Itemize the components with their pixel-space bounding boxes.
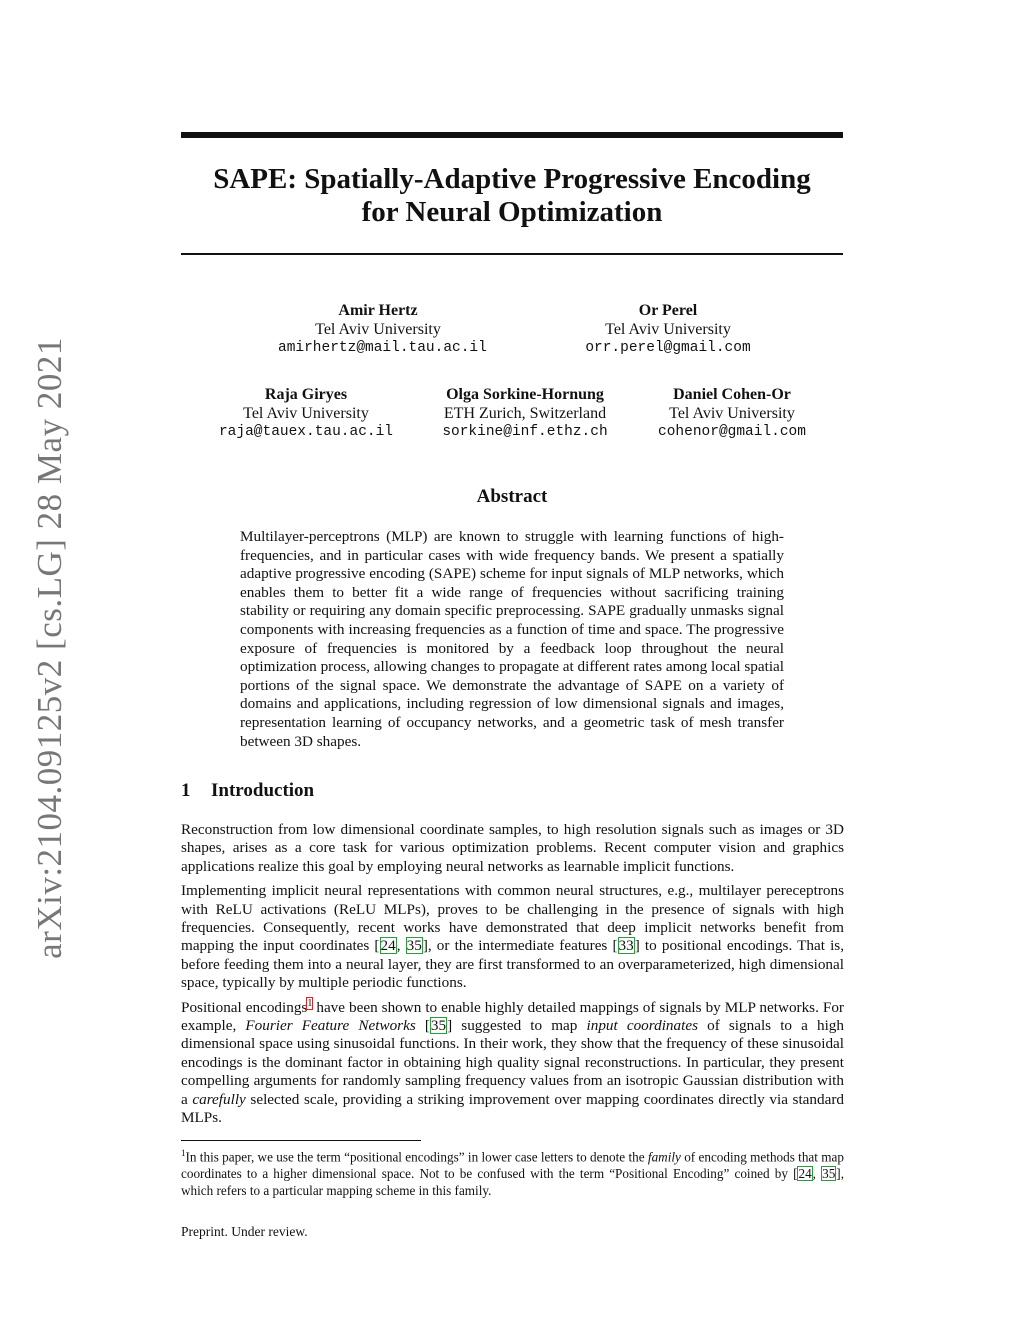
author-email[interactable]: cohenor@gmail.com — [658, 424, 806, 440]
footnote-link[interactable]: 1 — [307, 997, 313, 1009]
paragraph: Reconstruction from low dimensional coordinate samples, to high resolution signals such as images or 3D shapes, arises as a core task for various optimization problems. Recent computer vision and graphics applications realize this goal by employing neural networks as learnable implicit functions. — [181, 821, 844, 875]
citation-link[interactable]: 35 — [430, 1017, 447, 1035]
title-line-2: for Neural Optimization — [361, 196, 663, 228]
citation-link[interactable]: 35 — [822, 1166, 836, 1182]
author-email[interactable]: amirhertz@mail.tau.ac.il — [278, 340, 487, 356]
author-affiliation: Tel Aviv University — [669, 405, 795, 422]
footer-note: Preprint. Under review. — [181, 1224, 308, 1239]
abstract-heading: Abstract — [476, 486, 548, 507]
section-heading — [181, 780, 314, 802]
section-title: Introduction — [211, 780, 315, 801]
footnote: $^1$In this paper, we use the term “positional encodings” in lower case letters to denote the family of encoding methods that map coordinates to a higher dimensional space. Not to be confused with the term “Positional Encoding” coined by [24, 35], which refers to a particular mapping scheme in this family. — [181, 1148, 844, 1199]
citation-link[interactable]: 33 — [618, 937, 634, 955]
footnote-rule — [181, 1140, 421, 1141]
author-name: Or Perel — [638, 302, 698, 319]
author-email[interactable]: orr.perel@gmail.com — [585, 340, 751, 356]
citation-link[interactable]: 24 — [798, 1166, 812, 1182]
author-block — [278, 301, 487, 358]
abstract-text: Multilayer-perceptrons (MLP) are known to struggle with learning functions of high-frequencies, and in particular cases with wide frequency bands. We present a spatially adaptive progressive encoding (SAPE) scheme for input signals of MLP networks, which enables them to better fit a wide range of frequencies without sacrificing training stability or requiring any domain specific preprocessing. SAPE gradually unmasks signal components with increasing frequencies as a function of time and space. The progressive exposure of frequencies is monitored by a feedback loop throughout the neural optimization process, allowing changes to propagate at different rates among local spatial portions of the signal space. We demonstrate the advantage of SAPE on a variety of domains and applications, including regression of low dimensional signals and images, representation learning of occupancy networks, and a geometric task of mesh transfer between 3D shapes. — [240, 528, 784, 750]
author-affiliation: Tel Aviv University — [315, 321, 441, 338]
citation-link[interactable]: 35 — [406, 937, 422, 955]
author-affiliation: Tel Aviv University — [243, 405, 369, 422]
paragraph: Implementing implicit neural representations with common neural structures, e.g., multilayer pereceptrons with ReLU activations (ReLU MLPs), proves to be challenging in the presence of signals with high frequencies. Consequently, recent works have demonstrated that deep implicit networks benefit from mapping the input coordinates [24, 35], or the intermediate features [33] to positional encodings. That is, before feeding them into a neural layer, they are first transformed to an overparameterized, high dimensional space, typically by multiple periodic functions. — [181, 882, 844, 992]
author-block — [206, 385, 406, 442]
title-bottom-rule — [181, 253, 843, 255]
author-name: Raja Giryes — [264, 386, 348, 403]
author-block — [632, 385, 832, 442]
author-email[interactable]: sorkine@inf.ethz.ch — [442, 424, 608, 440]
author-affiliation: Tel Aviv University — [605, 321, 731, 338]
author-affiliation: ETH Zurich, Switzerland — [443, 405, 607, 422]
arxiv-stamp-text: arXiv:2104.09125v2 [cs.LG] 28 May 2021 — [30, 337, 69, 959]
title-top-rule — [181, 132, 843, 138]
author-block — [568, 301, 768, 358]
footnote-mark: 1 — [181, 1148, 186, 1158]
author-block — [415, 385, 635, 442]
author-name: Olga Sorkine-Hornung — [446, 386, 604, 403]
title-line-1: SAPE: Spatially-Adaptive Progressive Encoding — [213, 163, 811, 195]
body-text — [181, 821, 844, 1134]
author-email[interactable]: raja@tauex.tau.ac.il — [218, 424, 394, 440]
author-name: Amir Hertz — [338, 302, 418, 319]
section-number: 1 — [181, 780, 191, 801]
paragraph: Positional encodings$^1$ have been shown to enable highly detailed mappings of signals by MLP networks. For example, Fourier Feature Networks [35] suggested to map input coordinates of signals to a high dimensional space using sinusoidal functions. In their work, they show that the frequency of these sinusoidal encodings is the dominant factor in obtaining high quality signal reconstructions. In particular, they present compelling arguments for randomly sampling frequency values from an isotropic Gaussian distribution with a carefully selected scale, providing a striking improvement over mapping coordinates directly via standard MLPs. — [181, 997, 844, 1127]
author-name: Daniel Cohen-Or — [673, 386, 791, 403]
paper-title — [181, 163, 843, 229]
citation-link[interactable]: 24 — [380, 937, 396, 955]
